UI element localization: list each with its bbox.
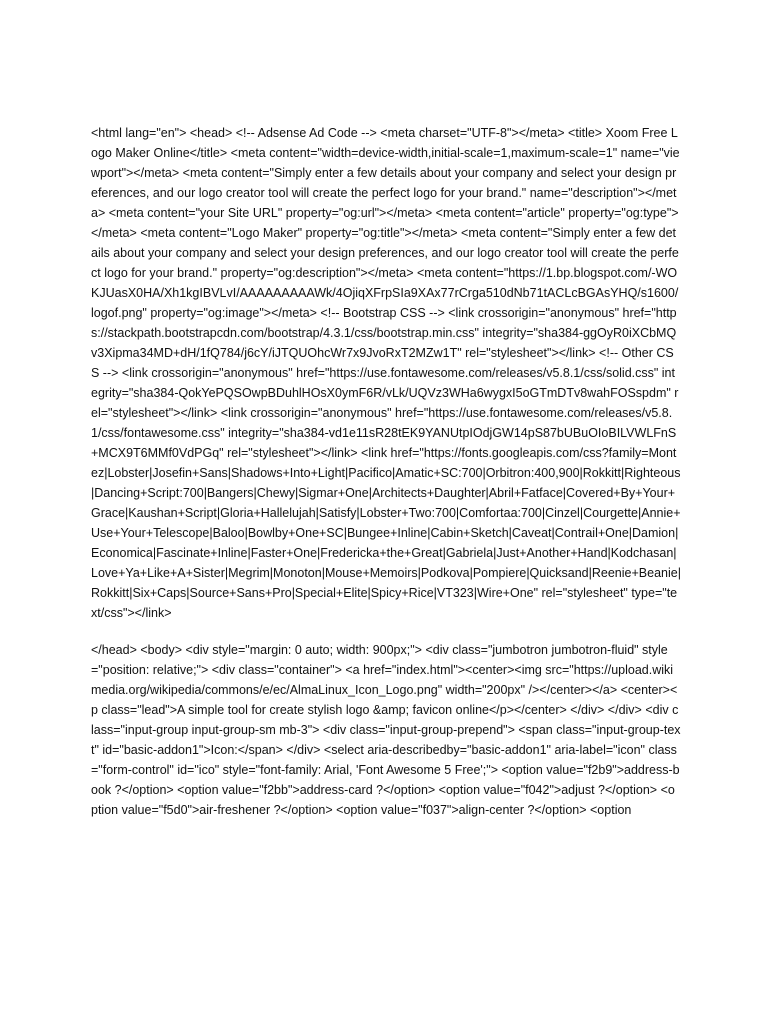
- document-paragraph-head: <html lang="en"> <head> <!-- Adsense Ad Code --> <meta charset="UTF-8"></meta> <title> Xoom Free Logo Maker Online</title> <meta content="width=device-width,initial-scale=1,maximum-scale=1" name="viewport"></meta> <meta content="Simply enter a few details about your company and select your design preferences, and our logo creator tool will create the perfect logo for your brand." name="description"></meta> <meta content="your Site URL" property="og:url"></meta> <meta content="article" property="og:type"></meta> <meta content="Logo Maker" property="og:title"></meta> <meta content="Simply enter a few details about your company and select your design preferences, and our logo creator tool will create the perfect logo for your brand." property="og:description"></meta> <meta content="https://1.bp.blogspot.com/-WOKJUasX0HA/Xh1kgIBVLvI/AAAAAAAAAWk/4OjiqXFrpSIa9XAx77rCrga510dNb71tACLcBGAsYHQ/s1600/logof.png" property="og:image"></meta> <!-- Bootstrap CSS --> <link crossorigin="anonymous" href="https://stackpath.bootstrapcdn.com/bootstrap/4.3.1/css/bootstrap.min.css" integrity="sha384-ggOyR0iXCbMQv3Xipma34MD+dH/1fQ784/j6cY/iJTQUOhcWr7x9JvoRxT2MZw1T" rel="stylesheet"></link> <!-- Other CSS --> <link crossorigin="anonymous" href="https://use.fontawesome.com/releases/v5.8.1/css/solid.css" integrity="sha384-QokYePQSOwpBDuhlHOsX0ymF6R/vLk/UQVz3WHa6wygxI5oGTmDTv8wahFOSspdm" rel="stylesheet"></link> <link crossorigin="anonymous" href="https://use.fontawesome.com/releases/v5.8.1/css/fontawesome.css" integrity="sha384-vd1e11sR28tEK9YANUtpIOdjGW14pS87bUBuOIoBILVWLFnS+MCX9T6MMf0VdPGq" rel="stylesheet"></link> <link href="https://fonts.googleapis.com/css?family=Montez|Lobster|Josefin+Sans|Shadows+Into+Light|Pacifico|Amatic+SC:700|Orbitron:400,900|Rokkitt|Righteous|Dancing+Script:700|Bangers|Chewy|Sigmar+One|Architects+Daughter|Abril+Fatface|Covered+By+Your+Grace|Kaushan+Script|Gloria+Hallelujah|Satisfy|Lobster+Two:700|Comfortaa:700|Cinzel|Courgette|Annie+Use+Your+Telescope|Baloo|Bowlby+One+SC|Bungee+Inline|Cabin+Sketch|Caveat|Contrail+One|Damion|Economica|Fascinate+Inline|Faster+One|Fredericka+the+Great|Gabriela|Just+Another+Hand|Kodchasan|Love+Ya+Like+A+Sister|Megrim|Monoton|Mouse+Memoirs|Podkova|Pompiere|Quicksand|Reenie+Beanie|Rokkitt|Six+Caps|Source+Sans+Pro|Special+Elite|Spicy+Rice|VT323|Wire+One" rel="stylesheet" type="text/css"></link>: [91, 126, 681, 620]
- document-paragraph-body: </head> <body> <div style="margin: 0 auto; width: 900px;"> <div class="jumbotron jumbotron-fluid" style="position: relative;"> <div class="container"> <a href="index.html"><center><img src="https://upload.wikimedia.org/wikipedia/commons/e/ec/AlmaLinux_Icon_Logo.png" width="200px" /></center></a> <center><p class="lead">A simple tool for create stylish logo &amp; favicon online</p></center> </div> </div> <div class="input-group input-group-sm mb-3"> <div class="input-group-prepend"> <span class="input-group-text" id="basic-addon1">Icon:</span> </div> <select aria-describedby="basic-addon1" aria-label="icon" class="form-control" id="ico" style="font-family: Arial, 'Font Awesome 5 Free';"> <option value="f2b9">address-book ?</option> <option value="f2bb">address-card ?</option> <option value="f042">adjust ?</option> <option value="f5d0">air-freshener ?</option> <option value="f037">align-center ?</option> <option: [91, 643, 681, 817]
- document-page: [91, 123, 681, 820]
